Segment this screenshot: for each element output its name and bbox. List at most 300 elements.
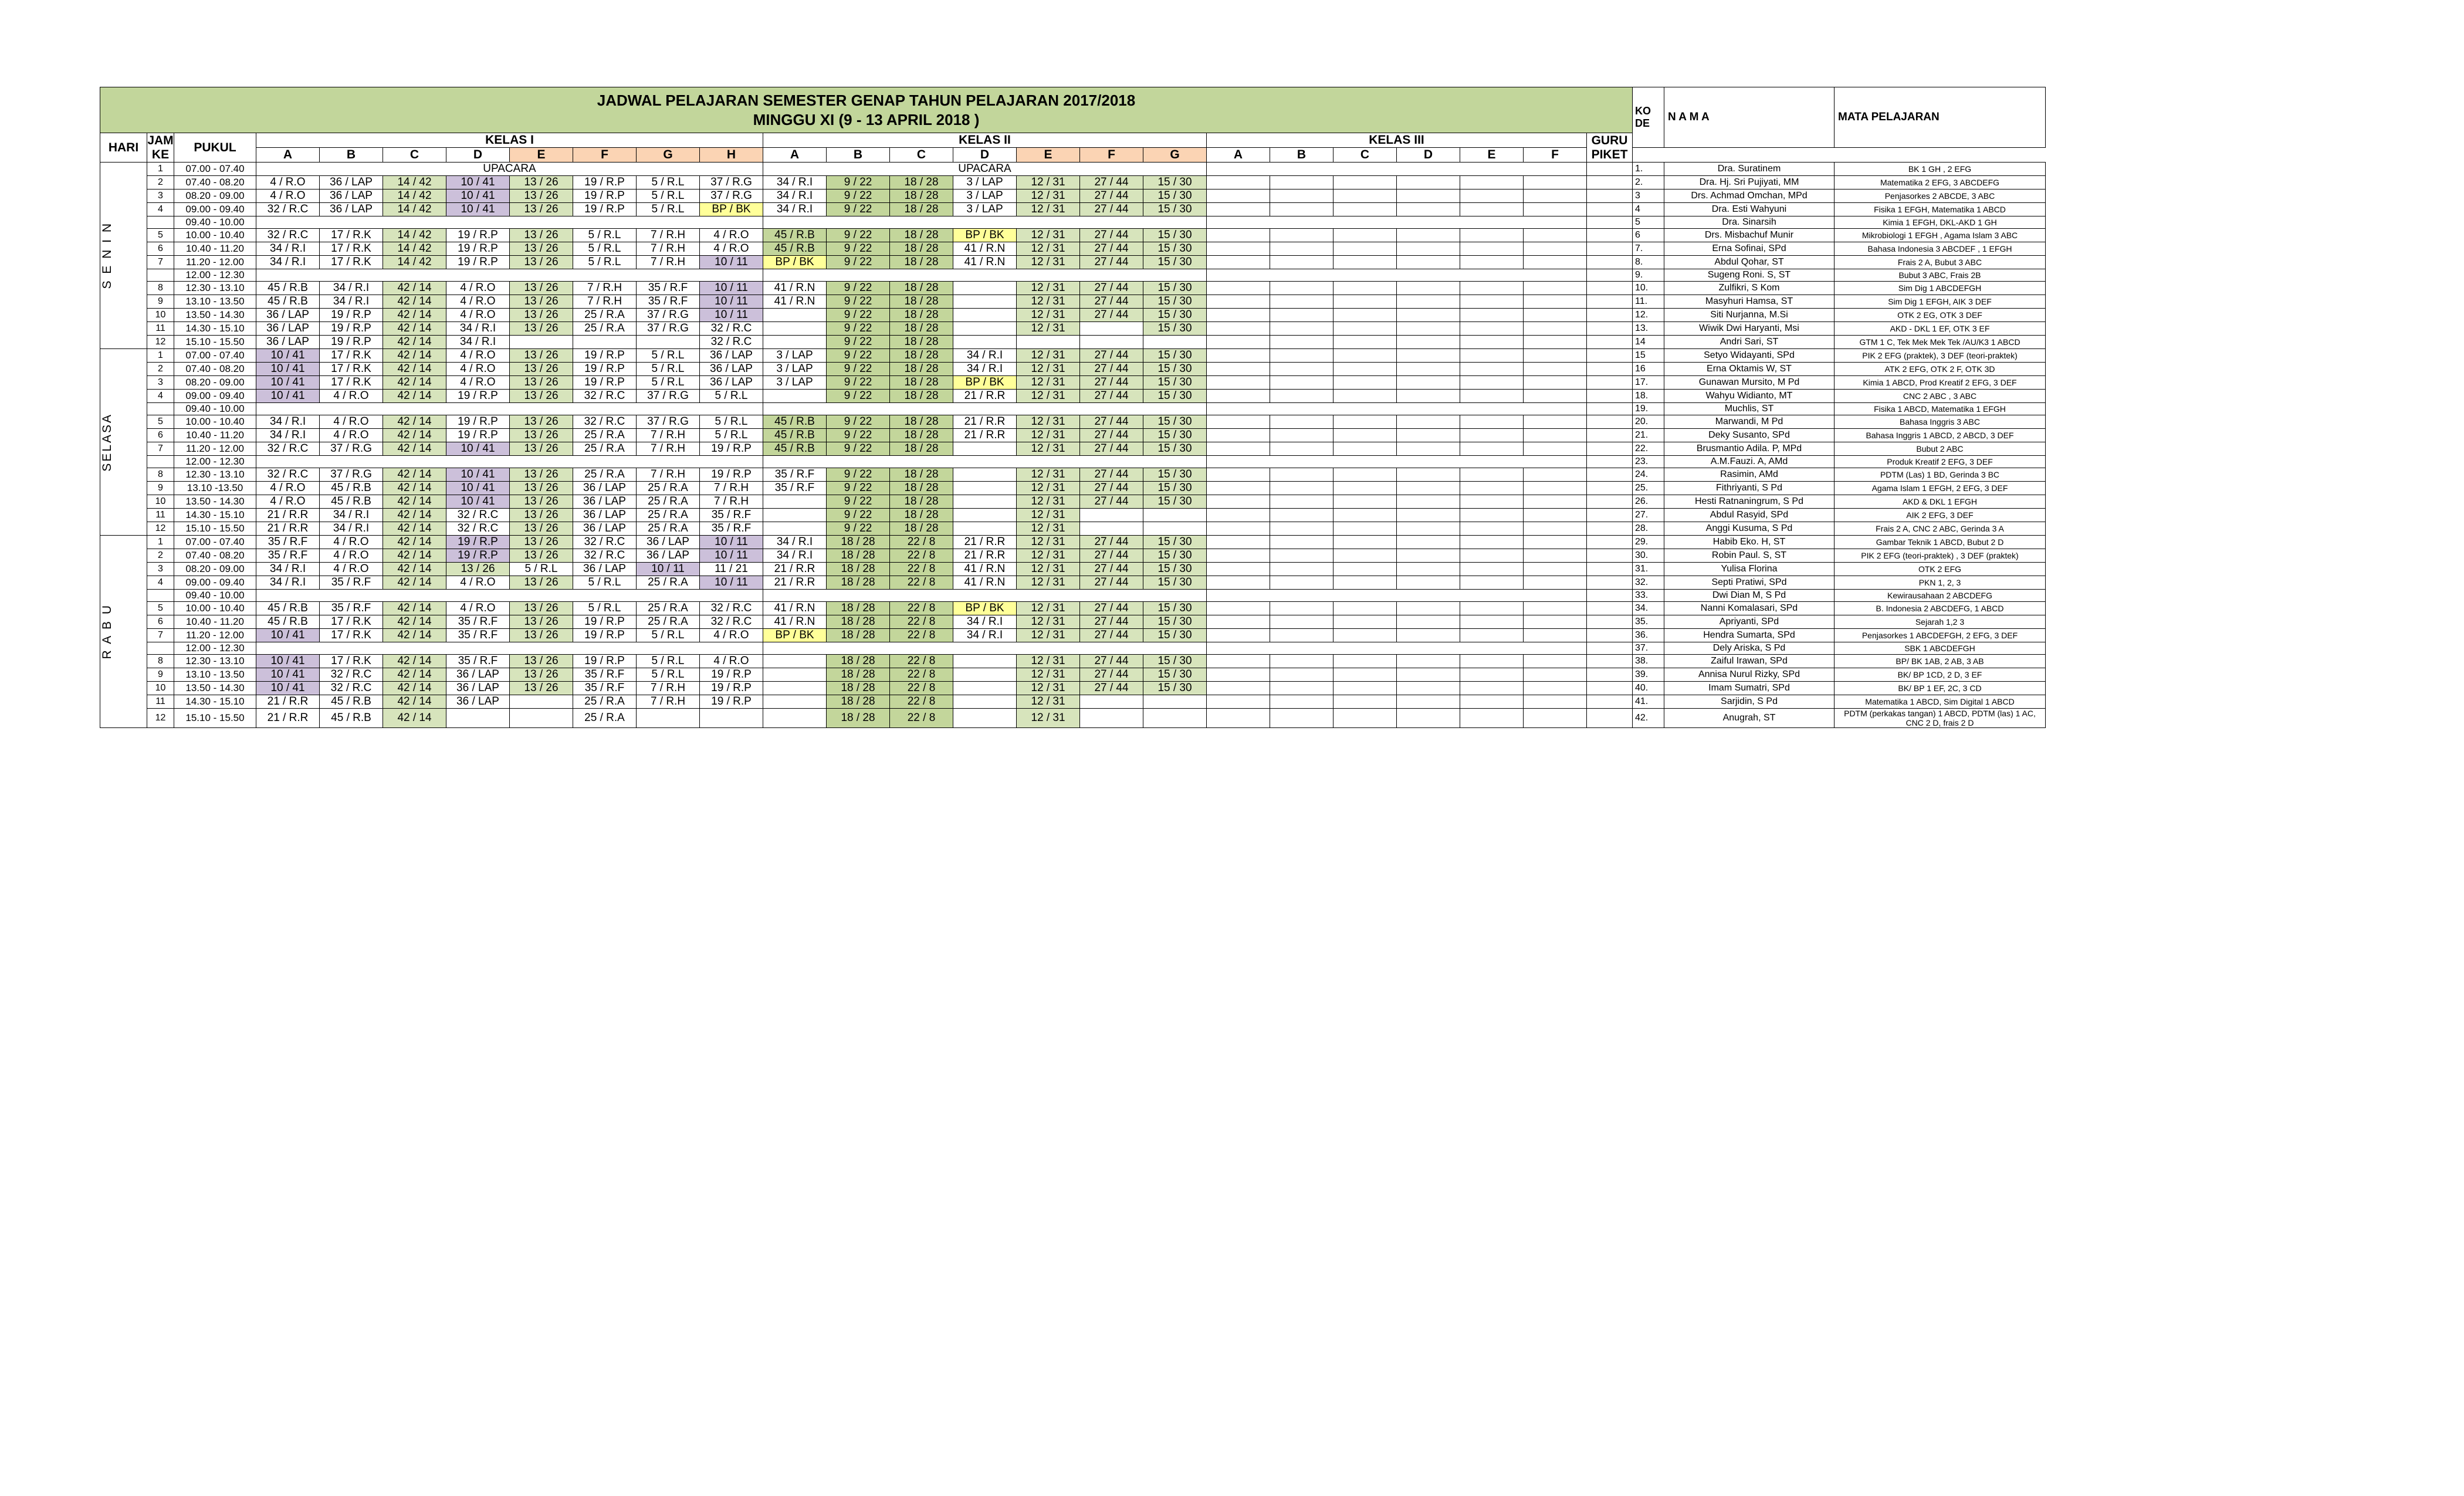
class1-cell: 5 / R.L — [573, 602, 637, 615]
class2-cell: 12 / 31 — [1017, 256, 1080, 269]
class2-cell — [1080, 709, 1143, 728]
class1-cell: 14 / 42 — [383, 176, 446, 189]
teacher-no: 23. — [1633, 456, 1664, 468]
class3-cell — [1333, 242, 1397, 256]
guru-piket-cell — [1587, 709, 1633, 728]
class1-cell: 36 / LAP — [573, 509, 637, 522]
teacher-name: Sugeng Roni. S, ST — [1664, 269, 1835, 282]
class1-cell: 13 / 26 — [510, 349, 573, 363]
class1-cell: 4 / R.O — [446, 282, 510, 295]
class2-cell: 27 / 44 — [1080, 668, 1143, 682]
period-number — [147, 269, 174, 282]
guru-piket-cell — [1587, 363, 1633, 376]
class2-cell: 18 / 28 — [890, 522, 953, 536]
teacher-no: 36. — [1633, 629, 1664, 642]
class3-cell — [1207, 415, 1270, 429]
class1-cell: 7 / R.H — [573, 295, 637, 309]
class2-cell — [953, 309, 1017, 322]
class3-cell — [1397, 495, 1460, 509]
class1-cell: 10 / 11 — [700, 309, 763, 322]
class3-cell — [1333, 229, 1397, 242]
class2-cell: 45 / R.B — [763, 229, 827, 242]
class3-cell — [1524, 282, 1587, 295]
teacher-no: 6 — [1633, 229, 1664, 242]
class2-cell: 18 / 28 — [827, 602, 890, 615]
class3-cell — [1333, 709, 1397, 728]
period-time: 10.40 - 11.20 — [174, 429, 256, 442]
class2-cell: 18 / 28 — [890, 495, 953, 509]
period-number: 6 — [147, 615, 174, 629]
class2-cell: 27 / 44 — [1080, 242, 1143, 256]
class2-cell: 27 / 44 — [1080, 295, 1143, 309]
class2-cell: 12 / 31 — [1017, 189, 1080, 203]
guru-piket-cell — [1587, 642, 1633, 655]
schedule-row — [100, 269, 2046, 282]
teacher-name: Erna Oktamis W, ST — [1664, 363, 1835, 376]
break-kelas1 — [256, 456, 763, 468]
class2-cell: 15 / 30 — [1143, 282, 1207, 295]
schedule-row — [100, 363, 2046, 376]
class1-cell: 10 / 41 — [446, 203, 510, 216]
class3-cell — [1207, 602, 1270, 615]
teacher-subject: Kewirausahaan 2 ABCDEFG — [1835, 590, 2046, 602]
class2-cell: 34 / R.I — [763, 176, 827, 189]
period-time: 14.30 - 15.10 — [174, 695, 256, 709]
period-number: 2 — [147, 363, 174, 376]
class1-cell: 17 / R.K — [320, 229, 383, 242]
class3-cell — [1524, 390, 1587, 403]
period-time: 14.30 - 15.10 — [174, 509, 256, 522]
class1-cell: 25 / R.A — [637, 602, 700, 615]
day-label: SELASA — [100, 349, 147, 536]
class2-cell — [953, 442, 1017, 456]
class1-cell: 13 / 26 — [510, 522, 573, 536]
break-kelas3 — [1207, 403, 1587, 415]
class1-cell: 11 / 21 — [700, 563, 763, 576]
class3-cell — [1460, 629, 1524, 642]
class3-cell — [1270, 709, 1333, 728]
period-number: 4 — [147, 390, 174, 403]
schedule-row — [100, 682, 2046, 695]
teacher-no: 7. — [1633, 242, 1664, 256]
class1-cell: 14 / 42 — [383, 242, 446, 256]
period-time: 14.30 - 15.10 — [174, 322, 256, 336]
period-time: 07.00 - 07.40 — [174, 349, 256, 363]
class1-cell: 34 / R.I — [256, 242, 320, 256]
class3-cell — [1524, 309, 1587, 322]
class1-cell: 37 / R.G — [637, 415, 700, 429]
class1-cell: 17 / R.K — [320, 376, 383, 390]
teacher-name: Masyhuri Hamsa, ST — [1664, 295, 1835, 309]
schedule-row — [100, 163, 2046, 176]
class1-cell: 10 / 11 — [700, 256, 763, 269]
class1-cell: 19 / R.P — [446, 390, 510, 403]
schedule-row — [100, 590, 2046, 602]
class1-cell: 13 / 26 — [510, 655, 573, 668]
class2-cell: 12 / 31 — [1017, 242, 1080, 256]
class1-cell: 25 / R.A — [573, 322, 637, 336]
teacher-name: Drs. Misbachuf Munir — [1664, 229, 1835, 242]
schedule-row — [100, 642, 2046, 655]
class3-cell — [1207, 322, 1270, 336]
ceremony-kelas1: UPACARA — [256, 163, 763, 176]
teacher-name: Dra. Esti Wahyuni — [1664, 203, 1835, 216]
class1-cell: 4 / R.O — [700, 242, 763, 256]
class2-cell: 12 / 31 — [1017, 429, 1080, 442]
schedule-row — [100, 295, 2046, 309]
class1-cell: 17 / R.K — [320, 256, 383, 269]
class1-cell: 14 / 42 — [383, 189, 446, 203]
class1-cell: 42 / 14 — [383, 602, 446, 615]
header-kelas1-col-D: D — [446, 148, 510, 163]
class2-cell: 22 / 8 — [890, 655, 953, 668]
class1-cell: 17 / R.K — [320, 363, 383, 376]
class2-cell: 9 / 22 — [827, 349, 890, 363]
class2-cell: 12 / 31 — [1017, 376, 1080, 390]
class1-cell: 19 / R.P — [700, 468, 763, 482]
class2-cell — [953, 482, 1017, 495]
class1-cell: 32 / R.C — [446, 522, 510, 536]
teacher-subject: Fisika 1 ABCD, Matematika 1 EFGH — [1835, 403, 2046, 415]
teacher-no: 10. — [1633, 282, 1664, 295]
class2-cell: 9 / 22 — [827, 415, 890, 429]
teacher-subject: Frais 2 A, CNC 2 ABC, Gerinda 3 A — [1835, 522, 2046, 536]
break-kelas3 — [1207, 590, 1587, 602]
teacher-no: 39. — [1633, 668, 1664, 682]
class1-cell: 14 / 42 — [383, 203, 446, 216]
class1-cell: 19 / R.P — [446, 549, 510, 563]
period-time: 07.00 - 07.40 — [174, 163, 256, 176]
teacher-subject: Matematika 2 EFG, 3 ABCDEFG — [1835, 176, 2046, 189]
class1-cell: 35 / R.F — [637, 295, 700, 309]
class2-cell — [1143, 509, 1207, 522]
class1-cell: 25 / R.A — [573, 309, 637, 322]
class2-cell: 27 / 44 — [1080, 629, 1143, 642]
class2-cell: 9 / 22 — [827, 376, 890, 390]
teacher-subject: B. Indonesia 2 ABCDEFG, 1 ABCD — [1835, 602, 2046, 615]
class1-cell: 19 / R.P — [700, 695, 763, 709]
break-kelas3 — [1207, 642, 1587, 655]
class1-cell: 25 / R.A — [637, 576, 700, 590]
class1-cell: 42 / 14 — [383, 509, 446, 522]
class1-cell: 19 / R.P — [446, 229, 510, 242]
class1-cell: 4 / R.O — [446, 602, 510, 615]
teacher-name: Annisa Nurul Rizky, SPd — [1664, 668, 1835, 682]
class2-cell: 35 / R.F — [763, 468, 827, 482]
class2-cell: 45 / R.B — [763, 242, 827, 256]
class2-cell: 27 / 44 — [1080, 363, 1143, 376]
class3-cell — [1524, 668, 1587, 682]
header-kelas1-col-B: B — [320, 148, 383, 163]
class3-cell — [1524, 482, 1587, 495]
class1-cell: 19 / R.P — [700, 682, 763, 695]
class1-cell: 4 / R.O — [256, 482, 320, 495]
class1-cell — [510, 695, 573, 709]
class2-cell — [953, 495, 1017, 509]
class1-cell: 13 / 26 — [510, 442, 573, 456]
class3-cell — [1460, 229, 1524, 242]
schedule-row — [100, 629, 2046, 642]
class2-cell: 41 / R.N — [763, 282, 827, 295]
schedule-body — [100, 87, 2046, 728]
guru-piket-cell — [1587, 468, 1633, 482]
teacher-no: 18. — [1633, 390, 1664, 403]
guru-piket-cell — [1587, 176, 1633, 189]
class3-cell — [1397, 682, 1460, 695]
class1-cell: 42 / 14 — [383, 482, 446, 495]
class1-cell: 7 / R.H — [700, 482, 763, 495]
class3-cell — [1524, 615, 1587, 629]
teacher-name: Rasimin, AMd — [1664, 468, 1835, 482]
schedule-row — [100, 602, 2046, 615]
class1-cell: 10 / 11 — [700, 282, 763, 295]
class1-cell — [700, 709, 763, 728]
guru-piket-cell — [1587, 495, 1633, 509]
class2-cell: 18 / 28 — [890, 229, 953, 242]
class2-cell: 27 / 44 — [1080, 563, 1143, 576]
class2-cell: 15 / 30 — [1143, 309, 1207, 322]
guru-piket-cell — [1587, 536, 1633, 549]
class2-cell — [763, 655, 827, 668]
schedule-row — [100, 309, 2046, 322]
class2-cell — [763, 682, 827, 695]
class2-cell — [953, 509, 1017, 522]
class1-cell — [510, 336, 573, 349]
class2-cell — [953, 655, 1017, 668]
class1-cell: 37 / R.G — [637, 322, 700, 336]
period-number: 12 — [147, 709, 174, 728]
class1-cell: 36 / LAP — [573, 495, 637, 509]
class2-cell: 18 / 28 — [827, 709, 890, 728]
class1-cell: 19 / R.P — [700, 442, 763, 456]
teacher-subject: Bubut 2 ABC — [1835, 442, 2046, 456]
class1-cell: 32 / R.C — [573, 536, 637, 549]
teacher-no: 12. — [1633, 309, 1664, 322]
class1-cell: 4 / R.O — [446, 295, 510, 309]
class3-cell — [1333, 203, 1397, 216]
class1-cell: 42 / 14 — [383, 349, 446, 363]
class1-cell: 35 / R.F — [256, 549, 320, 563]
class1-cell: 36 / LAP — [573, 522, 637, 536]
header-kelas1-col-E: E — [510, 148, 573, 163]
class2-cell: 9 / 22 — [827, 495, 890, 509]
class2-cell: 15 / 30 — [1143, 615, 1207, 629]
class2-cell: 15 / 30 — [1143, 602, 1207, 615]
class1-cell — [637, 709, 700, 728]
class1-cell: 34 / R.I — [256, 563, 320, 576]
class3-cell — [1460, 615, 1524, 629]
class1-cell: 35 / R.F — [446, 655, 510, 668]
class2-cell: 15 / 30 — [1143, 655, 1207, 668]
class3-cell — [1460, 536, 1524, 549]
break-kelas3 — [1207, 269, 1587, 282]
class1-cell: 35 / R.F — [700, 509, 763, 522]
class3-cell — [1397, 189, 1460, 203]
class3-cell — [1207, 442, 1270, 456]
class1-cell: 10 / 11 — [700, 549, 763, 563]
class1-cell: 13 / 26 — [510, 576, 573, 590]
guru-piket-cell — [1587, 349, 1633, 363]
class2-cell: 12 / 31 — [1017, 322, 1080, 336]
guru-piket-cell — [1587, 482, 1633, 495]
teacher-name: Fithriyanti, S Pd — [1664, 482, 1835, 495]
class1-cell: 10 / 41 — [256, 682, 320, 695]
class1-cell: 13 / 26 — [510, 390, 573, 403]
class2-cell: 12 / 31 — [1017, 203, 1080, 216]
class3-cell — [1207, 549, 1270, 563]
class1-cell: 5 / R.L — [573, 256, 637, 269]
class1-cell: 32 / R.C — [700, 322, 763, 336]
class2-cell: BP / BK — [953, 602, 1017, 615]
teacher-no: 4 — [1633, 203, 1664, 216]
class1-cell: 45 / R.B — [256, 615, 320, 629]
period-time: 09.00 - 09.40 — [174, 390, 256, 403]
class3-cell — [1524, 376, 1587, 390]
class2-cell: BP / BK — [763, 629, 827, 642]
class2-cell: 15 / 30 — [1143, 442, 1207, 456]
class2-cell: 12 / 31 — [1017, 482, 1080, 495]
class1-cell: 45 / R.B — [320, 482, 383, 495]
class2-cell: 9 / 22 — [827, 295, 890, 309]
header-kelas2-col-E: E — [1017, 148, 1080, 163]
class3-cell — [1333, 536, 1397, 549]
class2-cell: 12 / 31 — [1017, 229, 1080, 242]
class2-cell: BP / BK — [763, 256, 827, 269]
teacher-name: Dra. Hj. Sri Pujiyati, MM — [1664, 176, 1835, 189]
class3-cell — [1397, 309, 1460, 322]
class1-cell: 13 / 26 — [510, 482, 573, 495]
period-number: 7 — [147, 442, 174, 456]
class1-cell: 7 / R.H — [637, 695, 700, 709]
class1-cell: 45 / R.B — [256, 295, 320, 309]
guru-piket-cell — [1587, 242, 1633, 256]
class2-cell: 12 / 31 — [1017, 709, 1080, 728]
class2-cell: 9 / 22 — [827, 203, 890, 216]
period-number: 10 — [147, 309, 174, 322]
class1-cell: 13 / 26 — [510, 203, 573, 216]
class1-cell: 4 / R.O — [446, 363, 510, 376]
class2-cell: 12 / 31 — [1017, 495, 1080, 509]
schedule-row — [100, 695, 2046, 709]
class1-cell: 36 / LAP — [700, 376, 763, 390]
period-number: 12 — [147, 336, 174, 349]
class3-cell — [1397, 629, 1460, 642]
class3-cell — [1460, 336, 1524, 349]
period-time: 07.40 - 08.20 — [174, 363, 256, 376]
guru-piket-cell — [1587, 256, 1633, 269]
guru-piket-cell — [1587, 429, 1633, 442]
class1-cell: 37 / R.G — [637, 390, 700, 403]
class3-cell — [1270, 655, 1333, 668]
class1-cell: 19 / R.P — [446, 242, 510, 256]
class1-cell: 7 / R.H — [637, 229, 700, 242]
guru-piket-cell — [1587, 522, 1633, 536]
period-time: 09.00 - 09.40 — [174, 576, 256, 590]
class1-cell: 19 / R.P — [573, 189, 637, 203]
class1-cell: 21 / R.R — [256, 709, 320, 728]
header-kelas3-col-D: D — [1397, 148, 1460, 163]
class3-cell — [1524, 189, 1587, 203]
class1-cell: 35 / R.F — [320, 602, 383, 615]
class2-cell: 22 / 8 — [890, 682, 953, 695]
class2-cell: 27 / 44 — [1080, 229, 1143, 242]
class3-cell — [1333, 695, 1397, 709]
break-kelas3 — [1207, 456, 1587, 468]
class2-cell: 9 / 22 — [827, 256, 890, 269]
period-number: 10 — [147, 495, 174, 509]
teacher-no: 32. — [1633, 576, 1664, 590]
period-number: 3 — [147, 376, 174, 390]
period-time: 13.50 - 14.30 — [174, 309, 256, 322]
class2-cell: 27 / 44 — [1080, 390, 1143, 403]
class1-cell: 36 / LAP — [320, 203, 383, 216]
class3-cell — [1333, 189, 1397, 203]
header-pukul: PUKUL — [174, 133, 256, 163]
guru-piket-cell — [1587, 509, 1633, 522]
class3-cell — [1397, 536, 1460, 549]
class3-cell — [1207, 336, 1270, 349]
class3-cell — [1207, 349, 1270, 363]
class2-cell: 27 / 44 — [1080, 189, 1143, 203]
teacher-no: 17. — [1633, 376, 1664, 390]
class3-cell — [1270, 189, 1333, 203]
class3-cell — [1460, 203, 1524, 216]
period-time: 12.00 - 12.30 — [174, 269, 256, 282]
class3-cell — [1460, 390, 1524, 403]
class3-cell — [1460, 509, 1524, 522]
class3-cell — [1460, 442, 1524, 456]
class1-cell: 42 / 14 — [383, 429, 446, 442]
class1-cell: 7 / R.H — [637, 442, 700, 456]
class3-cell — [1333, 468, 1397, 482]
class2-cell — [953, 468, 1017, 482]
class1-cell: 42 / 14 — [383, 615, 446, 629]
class2-cell: 12 / 31 — [1017, 295, 1080, 309]
schedule-row — [100, 336, 2046, 349]
class2-cell: 21 / R.R — [953, 415, 1017, 429]
class3-cell — [1207, 615, 1270, 629]
header-row-2 — [100, 148, 2046, 163]
class1-cell: 19 / R.P — [573, 655, 637, 668]
class2-cell: 27 / 44 — [1080, 549, 1143, 563]
header-hari: HARI — [100, 133, 147, 163]
class2-cell: 15 / 30 — [1143, 203, 1207, 216]
class1-cell: 42 / 14 — [383, 522, 446, 536]
class2-cell: 12 / 31 — [1017, 695, 1080, 709]
class3-cell — [1524, 336, 1587, 349]
class2-cell: 22 / 8 — [890, 695, 953, 709]
class1-cell: 35 / R.F — [573, 668, 637, 682]
class3-cell — [1333, 256, 1397, 269]
class2-cell: 15 / 30 — [1143, 349, 1207, 363]
class1-cell: 42 / 14 — [383, 390, 446, 403]
class3-cell — [1207, 176, 1270, 189]
schedule-row — [100, 282, 2046, 295]
class2-cell: 12 / 31 — [1017, 668, 1080, 682]
class3-cell — [1207, 282, 1270, 295]
guru-piket-cell — [1587, 415, 1633, 429]
period-time: 15.10 - 15.50 — [174, 522, 256, 536]
period-number: 1 — [147, 536, 174, 549]
class1-cell: 36 / LAP — [320, 176, 383, 189]
class2-cell: 12 / 31 — [1017, 682, 1080, 695]
class2-cell: 27 / 44 — [1080, 376, 1143, 390]
class1-cell — [446, 709, 510, 728]
class1-cell — [637, 336, 700, 349]
class3-cell — [1524, 363, 1587, 376]
class1-cell: 13 / 26 — [510, 242, 573, 256]
class3-cell — [1207, 295, 1270, 309]
